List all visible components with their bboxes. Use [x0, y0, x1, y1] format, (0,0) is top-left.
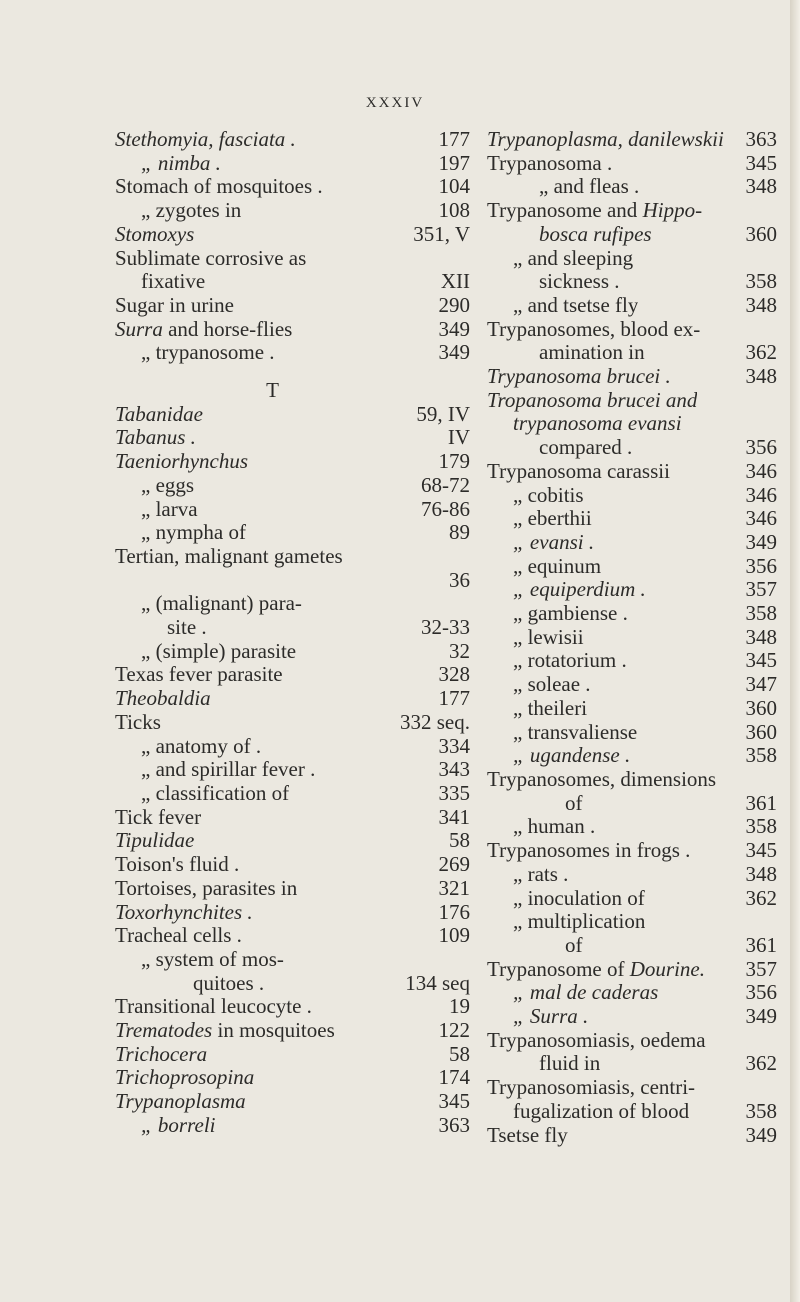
entry-term: „ rats .	[513, 862, 569, 886]
entry-term: fugalization of blood	[513, 1099, 690, 1123]
index-entry	[487, 934, 777, 958]
entry-page-ref: 348	[745, 861, 777, 886]
entry-term: Trypanosomiasis, centri-	[487, 1076, 696, 1100]
index-entry	[115, 948, 470, 972]
entry-term: Trypanosomes, dimensions	[487, 767, 717, 791]
index-entry	[115, 901, 470, 925]
index-entry	[115, 782, 470, 806]
entry-page-ref: 341	[438, 804, 470, 829]
entry-term: „ theileri	[513, 696, 588, 720]
entry-term: Taeniorhynchus	[115, 450, 249, 474]
entry-page-ref: 179	[438, 449, 470, 474]
entry-term: „ eberthii	[513, 507, 592, 531]
entry-page-ref: 58	[449, 828, 470, 853]
index-entry	[115, 152, 470, 176]
entry-page-ref: 345	[745, 648, 777, 673]
entry-page-ref: 345	[745, 838, 777, 863]
entry-page-ref: 358	[745, 601, 777, 626]
entry-page-ref: 122	[438, 1018, 470, 1043]
entry-term: „ classification of	[141, 781, 290, 805]
index-entry	[115, 270, 470, 294]
entry-term: of	[565, 791, 583, 815]
entry-page-ref: 360	[745, 719, 777, 744]
entry-page-ref: 345	[745, 150, 777, 175]
index-entry	[115, 175, 470, 199]
section-letter: T	[266, 378, 279, 403]
entry-page-ref: 356	[745, 435, 777, 460]
entry-page-ref: 351, V	[413, 221, 470, 246]
entry-term: Tortoises, parasites in	[115, 876, 298, 900]
entry-term: sickness .	[539, 270, 620, 294]
entry-page-ref: 89	[449, 520, 470, 545]
entry-term: „ equinum	[513, 554, 602, 578]
entry-term: trypanosoma evansi	[513, 412, 682, 436]
index-entry	[115, 426, 470, 450]
entry-page-ref: 134 seq	[405, 970, 470, 995]
entry-page-ref: 104	[438, 174, 470, 199]
entry-term: „ equiperdium .	[513, 578, 646, 602]
entry-term: „ ugandense .	[513, 744, 631, 768]
entry-term: quitoes .	[193, 971, 265, 995]
entry-page-ref: 59, IV	[416, 401, 470, 426]
entry-page-ref: 269	[438, 852, 470, 877]
index-entry	[115, 616, 470, 640]
entry-term: Stethomyia, fasciata .	[115, 128, 296, 151]
index-entry	[115, 592, 470, 616]
entry-page-ref: 335	[438, 780, 470, 805]
index-entry	[115, 1066, 470, 1090]
entry-page-ref: 290	[438, 292, 470, 317]
index-entry	[487, 839, 777, 863]
entry-term: Tracheal cells .	[115, 924, 242, 948]
index-entry	[487, 341, 777, 365]
index-entry	[487, 555, 777, 579]
entry-page-ref: 348	[745, 364, 777, 389]
entry-term: „ inoculation of	[513, 886, 645, 910]
index-entry	[487, 436, 777, 460]
index-entry	[487, 981, 777, 1005]
entry-page-ref: 32-33	[421, 615, 470, 640]
index-entry	[487, 958, 777, 982]
index-entry	[115, 924, 470, 948]
entry-page-ref: 109	[438, 923, 470, 948]
entry-term: Trypanoplasma	[115, 1090, 246, 1114]
entry-page-ref: 349	[745, 1004, 777, 1029]
entry-page-ref: 349	[438, 340, 470, 365]
index-entry	[115, 995, 470, 1019]
entry-term: „ soleae .	[513, 673, 591, 697]
index-entry	[487, 1005, 777, 1029]
entry-page-ref: 349	[745, 529, 777, 554]
index-entry	[115, 569, 470, 593]
index-entry	[487, 412, 777, 436]
index-entry	[487, 768, 777, 792]
entry-term: Sublimate corrosive as	[115, 246, 307, 270]
index-entry	[115, 199, 470, 223]
entry-term: „ gambiense .	[513, 602, 628, 626]
index-entry	[487, 199, 777, 223]
entry-term: Stomach of mosquitoes .	[115, 175, 323, 199]
entry-page-ref: 356	[745, 980, 777, 1005]
entry-term: Trypanosoma brucei .	[487, 365, 671, 389]
entry-term: „ eggs	[141, 473, 195, 497]
index-entry	[487, 744, 777, 768]
index-entry	[487, 318, 777, 342]
index-entry	[487, 887, 777, 911]
entry-term: „ system of mos-	[141, 947, 284, 971]
entry-term: fluid in	[539, 1052, 601, 1076]
index-entry	[487, 721, 777, 745]
index-entry	[487, 294, 777, 318]
entry-term: amination in	[539, 341, 645, 365]
entry-term: site .	[167, 616, 207, 640]
index-entry	[487, 128, 777, 152]
index-entry	[487, 673, 777, 697]
entry-page-ref: 348	[745, 292, 777, 317]
entry-page-ref: 357	[745, 956, 777, 981]
index-entry	[115, 1043, 470, 1067]
index-entry	[115, 223, 470, 247]
entry-page-ref: 362	[745, 1051, 777, 1076]
entry-page-ref: 321	[438, 875, 470, 900]
index-entry	[115, 318, 470, 342]
entry-term: compared .	[539, 436, 633, 460]
entry-page-ref: 197	[438, 150, 470, 175]
entry-term: „ zygotes in	[141, 199, 242, 223]
entry-page-ref: 358	[745, 269, 777, 294]
entry-term: Trypanosomiasis, oedema	[487, 1028, 706, 1052]
index-entry	[115, 498, 470, 522]
entry-page-ref: 347	[745, 672, 777, 697]
index-entry	[115, 640, 470, 664]
index-entry	[487, 815, 777, 839]
entry-term: „ rotatorium .	[513, 649, 627, 673]
index-entry	[487, 1052, 777, 1076]
entry-page-ref: 356	[745, 553, 777, 578]
index-entry	[487, 697, 777, 721]
entry-term: Trypanosome and Hippo-	[487, 199, 703, 223]
entry-page-ref: 177	[438, 127, 470, 151]
entry-term: „ cobitis	[513, 483, 584, 507]
entry-page-ref: 346	[745, 458, 777, 483]
entry-term: Tsetse fly	[487, 1123, 568, 1147]
entry-page-ref: 343	[438, 757, 470, 782]
entry-term: Toxorhynchites .	[115, 900, 253, 924]
entry-term: „ borreli	[141, 1113, 216, 1137]
page-edge	[790, 0, 800, 1302]
entry-term: „ nympha of	[141, 521, 246, 545]
index-entry	[115, 128, 470, 152]
index-entry	[487, 484, 777, 508]
index-entry	[487, 531, 777, 555]
entry-term: „ and fleas .	[539, 175, 640, 199]
entry-page-ref: 358	[745, 743, 777, 768]
entry-term: Trypanosomes in frogs .	[487, 839, 691, 863]
entry-term: Trypanosoma carassii	[487, 459, 670, 483]
entry-page-ref: 361	[745, 932, 777, 957]
index-entry	[115, 294, 470, 318]
entry-page-ref: 19	[449, 994, 470, 1019]
entry-page-ref: 176	[438, 899, 470, 924]
index-entry	[115, 1090, 470, 1114]
index-entry	[115, 829, 470, 853]
entry-term: Trichocera	[115, 1042, 208, 1066]
index-entry	[487, 460, 777, 484]
index-entry	[487, 223, 777, 247]
entry-term: „ transvaliense	[513, 720, 638, 744]
entry-page-ref: 360	[745, 695, 777, 720]
right-index-column	[487, 128, 777, 1147]
entry-page-ref: 362	[745, 885, 777, 910]
entry-term: fixative	[141, 270, 206, 294]
entry-page-ref: 32	[449, 638, 470, 663]
entry-page-ref: 361	[745, 790, 777, 815]
index-entry	[115, 521, 470, 545]
index-entry	[487, 1100, 777, 1124]
index-entry	[487, 910, 777, 934]
entry-page-ref: 358	[745, 1098, 777, 1123]
entry-term: „ evansi .	[513, 530, 595, 554]
index-entry	[487, 649, 777, 673]
index-entry	[487, 863, 777, 887]
entry-term: „ and spirillar fever .	[141, 758, 316, 782]
index-entry	[115, 735, 470, 759]
entry-term: „ (malignant) para-	[141, 592, 302, 616]
index-entry	[487, 1076, 777, 1100]
entry-term: Tertian, malignant gametes	[115, 544, 343, 568]
entry-term: Surra and horse-flies	[115, 317, 293, 341]
entry-term: of	[565, 933, 583, 957]
entry-term: Trematodes in mosquitoes	[115, 1019, 335, 1043]
index-entry	[115, 972, 470, 996]
entry-term: Theobaldia	[115, 687, 211, 711]
index-entry	[487, 792, 777, 816]
entry-page-ref: 68-72	[421, 472, 470, 497]
entry-term: „ and sleeping	[513, 246, 634, 270]
entry-term: Stomoxys	[115, 222, 195, 246]
entry-term: „ Surra .	[513, 1005, 589, 1029]
entry-page-ref: 36	[449, 567, 470, 592]
entry-page-ref: 76-86	[421, 496, 470, 521]
index-entry	[115, 247, 470, 271]
index-entry	[115, 853, 470, 877]
entry-page-ref: 363	[745, 127, 777, 151]
entry-page-ref: 349	[438, 316, 470, 341]
entry-term: Transitional leucocyte .	[115, 995, 312, 1019]
index-entry	[115, 687, 470, 711]
entry-page-ref: 108	[438, 198, 470, 223]
entry-term: Trichoprosopina	[115, 1066, 255, 1090]
entry-term: „ larva	[141, 497, 198, 521]
index-entry	[115, 877, 470, 901]
index-entry	[115, 1019, 470, 1043]
entry-page-ref: XII	[440, 269, 470, 294]
entry-term: „ human .	[513, 815, 596, 839]
entry-term: Trypanoplasma, danilewskii	[487, 128, 724, 151]
entry-term: „ anatomy of .	[141, 734, 262, 758]
entry-page-ref: 345	[438, 1089, 470, 1114]
entry-page-ref: 58	[449, 1041, 470, 1066]
entry-term: Tabanus .	[115, 426, 196, 450]
index-entry	[487, 270, 777, 294]
entry-page-ref: 362	[745, 340, 777, 365]
entry-page-ref: 174	[438, 1065, 470, 1090]
entry-term: Trypanosomes, blood ex-	[487, 317, 701, 341]
entry-page-ref: 363	[438, 1112, 470, 1137]
page-folio: XXXIV	[365, 95, 425, 111]
entry-term: Tick fever	[115, 805, 202, 829]
section-spacer	[115, 365, 470, 379]
entry-term: „ trypanosome .	[141, 341, 275, 365]
index-entry	[115, 806, 470, 830]
index-entry	[487, 389, 777, 413]
entry-page-ref: 360	[745, 221, 777, 246]
index-entry	[115, 545, 470, 569]
entry-term: Toison's fluid .	[115, 853, 240, 877]
entry-term: Tropanosoma brucei and	[487, 388, 698, 412]
index-entry	[115, 758, 470, 782]
entry-term: „ and tsetse fly	[513, 293, 639, 317]
entry-term: bosca rufipes	[539, 222, 652, 246]
entry-page-ref: IV	[447, 425, 470, 450]
entry-term: Trypanosome of Dourine.	[487, 957, 705, 981]
index-entry	[487, 626, 777, 650]
index-entry	[487, 365, 777, 389]
index-entry	[115, 403, 470, 427]
index-entry	[487, 152, 777, 176]
entry-page-ref: 348	[745, 624, 777, 649]
entry-term: Tipulidae	[115, 829, 195, 853]
entry-page-ref: 346	[745, 482, 777, 507]
index-entry	[487, 175, 777, 199]
entry-term: „ (simple) parasite	[141, 639, 297, 663]
index-entry	[115, 1114, 470, 1138]
index-entry	[115, 663, 470, 687]
entry-term: Texas fever parasite	[115, 663, 283, 687]
entry-term: Trypanosoma .	[487, 151, 613, 175]
entry-term: Sugar in urine	[115, 293, 234, 317]
entry-page-ref: 328	[438, 662, 470, 687]
entry-page-ref: 177	[438, 686, 470, 711]
entry-term: „ multiplication	[513, 910, 646, 934]
index-entry	[487, 1124, 777, 1148]
index-entry	[115, 450, 470, 474]
entry-page-ref: 349	[745, 1122, 777, 1147]
index-entry	[115, 341, 470, 365]
entry-term: „ lewisii	[513, 625, 584, 649]
index-entry	[487, 602, 777, 626]
index-entry	[115, 711, 470, 735]
entry-page-ref: 358	[745, 814, 777, 839]
entry-page-ref: 357	[745, 577, 777, 602]
entry-term: „ mal de caderas	[513, 981, 659, 1005]
left-index-column	[115, 128, 470, 1138]
entry-term: Ticks	[115, 710, 161, 734]
entry-term: Tabanidae	[115, 402, 203, 426]
entry-page-ref: 346	[745, 506, 777, 531]
index-entry	[115, 474, 470, 498]
index-entry	[487, 578, 777, 602]
index-entry	[487, 1029, 777, 1053]
entry-page-ref: 334	[438, 733, 470, 758]
entry-term: „ nimba .	[141, 151, 221, 175]
entry-page-ref: 332 seq.	[400, 709, 470, 734]
index-entry	[487, 247, 777, 271]
entry-page-ref: 348	[745, 174, 777, 199]
index-entry	[487, 507, 777, 531]
